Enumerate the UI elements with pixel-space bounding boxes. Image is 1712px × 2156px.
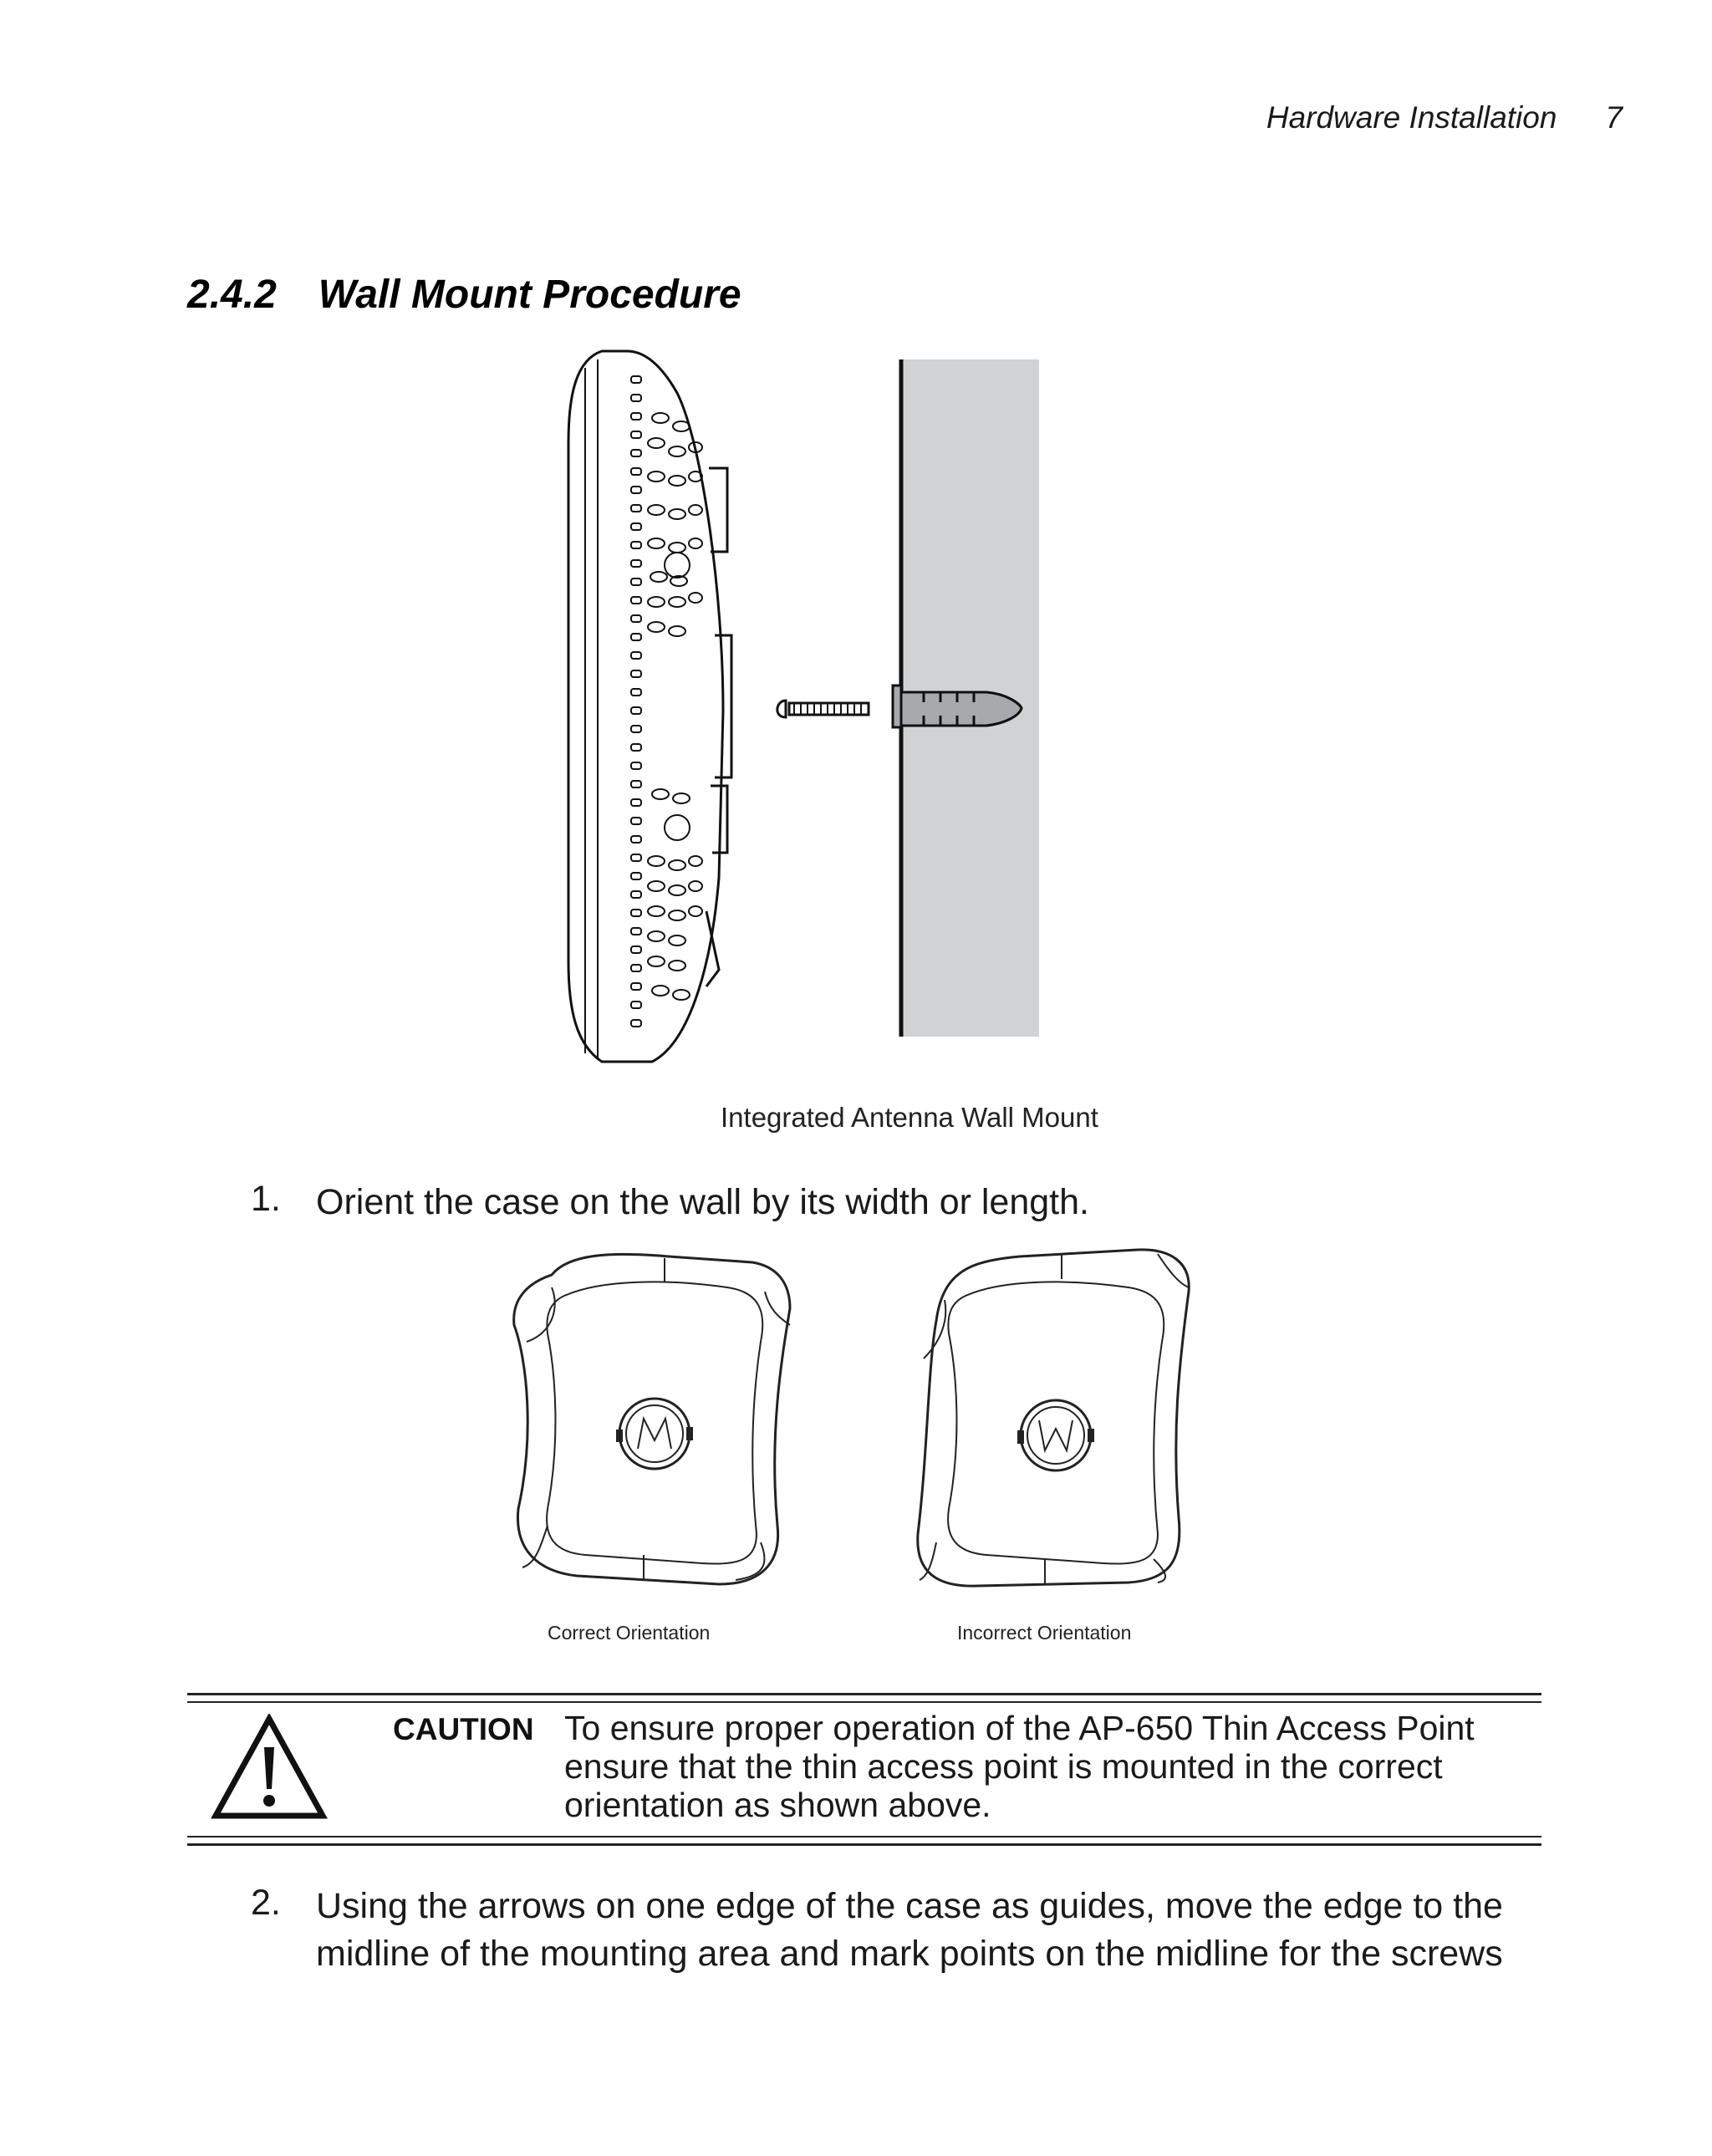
step-number: 2. [251, 1883, 281, 1923]
caution-top-rule [187, 1693, 1541, 1695]
page-number: 7 [1605, 100, 1623, 135]
running-header [1266, 100, 1623, 135]
header-section-title: Hardware Installation [1266, 100, 1557, 135]
orientation-illustration [502, 1241, 1212, 1601]
wall-mount-illustration [552, 343, 1095, 1078]
step-number: 1. [251, 1179, 281, 1219]
incorrect-orientation-device [918, 1250, 1189, 1586]
section-heading [187, 272, 741, 318]
step-text: Using the arrows on one edge of the case as guides, move the edge to the midline of the mounting area and mark points on the midline for the screws [316, 1886, 1503, 1974]
correct-orientation-caption: Correct Orientation [548, 1622, 711, 1644]
step-item [251, 1179, 1595, 1226]
section-number: 2.4.2 [187, 273, 277, 317]
step-text: Orient the case on the wall by its width or length. [316, 1182, 1089, 1222]
step-item [251, 1883, 1595, 1978]
section-title: Wall Mount Procedure [318, 273, 741, 317]
caution-bottom-rule-thin [187, 1836, 1541, 1837]
caution-label: CAUTION [393, 1712, 534, 1746]
figure-caption-wall-mount: Integrated Antenna Wall Mount [721, 1102, 1098, 1133]
correct-orientation-device [514, 1254, 790, 1584]
caution-text: To ensure proper operation of the AP-650 Thin Access Point ensure that the thin access point is mounted in the correct orientation as shown above. [564, 1709, 1475, 1824]
caution-top-rule-thin [187, 1701, 1541, 1703]
warning-triangle-icon [211, 1714, 328, 1821]
caution-bottom-rule [187, 1843, 1541, 1846]
screw-icon [777, 701, 869, 717]
incorrect-orientation-caption: Incorrect Orientation [957, 1622, 1132, 1644]
